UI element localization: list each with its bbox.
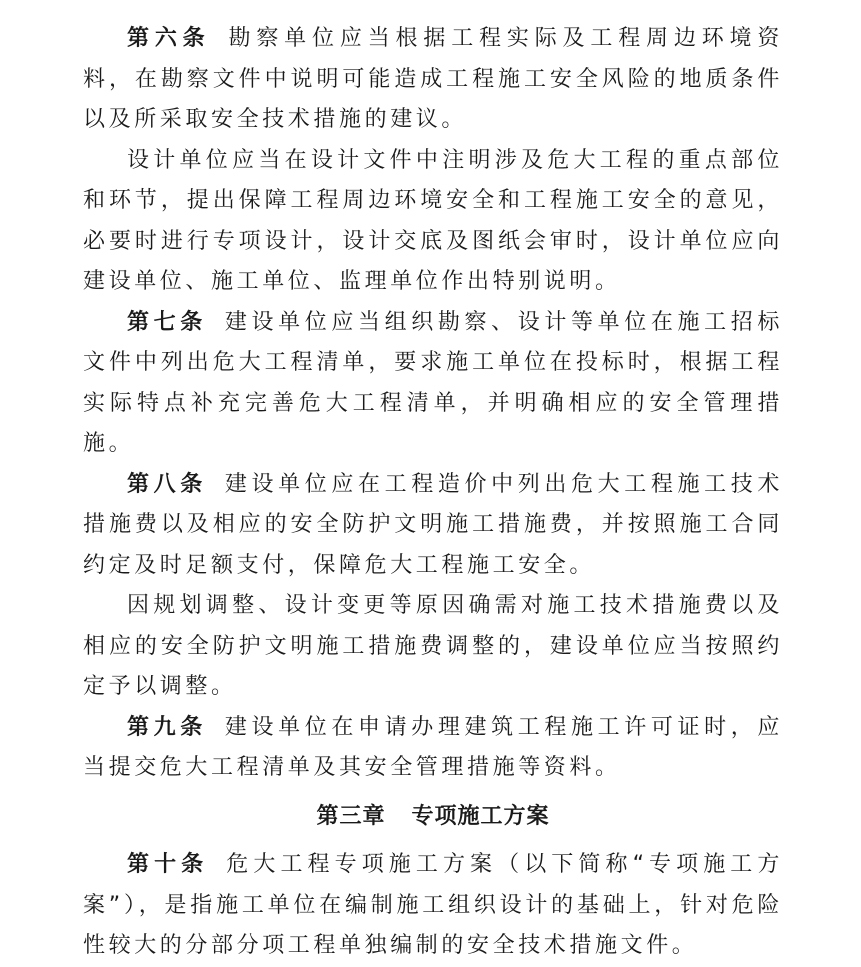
chapter-title: 专项施工方案 xyxy=(411,803,550,829)
article-9-heading: 第九条 xyxy=(127,714,207,740)
article-10-paragraph xyxy=(83,845,783,967)
article-9-text: 建设单位在申请办理建筑工程施工许可证时，应当提交危大工程清单及其安全管理措施等资料。 xyxy=(83,714,783,780)
chapter-heading xyxy=(83,797,783,838)
article-6-heading: 第六条 xyxy=(127,26,211,51)
article-6-text: 勘察单位应当根据工程实际及工程周边环境资料，在勘察文件中说明可能造成工程施工安全风险的地质条件以及所采取安全技术措施的建议。 xyxy=(83,26,783,132)
article-8-heading: 第八条 xyxy=(127,471,207,497)
article-7-text: 建设单位应当组织勘察、设计等单位在施工招标文件中列出危大工程清单，要求施工单位在投标时，根据工程实际特点补充完善危大工程清单，并明确相应的安全管理措施。 xyxy=(83,309,783,456)
article-6-paragraph-2 xyxy=(83,141,783,303)
article-7-paragraph xyxy=(83,303,783,465)
article-8-paragraph xyxy=(83,465,783,587)
article-10-text: 危大工程专项施工方案（以下简称“专项施工方案”），是指施工单位在编制施工组织设计的基础上，针对危险性较大的分部分项工程单独编制的安全技术措施文件。 xyxy=(83,852,783,958)
article-6-text-2: 设计单位应当在设计文件中注明涉及危大工程的重点部位和环节，提出保障工程周边环境安全和工程施工安全的意见，必要时进行专项设计，设计交底及图纸会审时，设计单位应向建设单位、施工单位、监理单位作出特别说明。 xyxy=(83,147,783,294)
article-8-text: 建设单位应在工程造价中列出危大工程施工技术措施费以及相应的安全防护文明施工措施费，并按照施工合同约定及时足额支付，保障危大工程施工安全。 xyxy=(83,471,783,578)
article-6-paragraph xyxy=(83,0,783,141)
document-page xyxy=(83,0,783,967)
chapter-number: 第三章 xyxy=(316,803,386,829)
article-9-paragraph xyxy=(83,708,783,789)
article-8-text-2: 因规划调整、设计变更等原因确需对施工技术措施费以及相应的安全防护文明施工措施费调整的，建设单位应当按照约定予以调整。 xyxy=(83,593,783,699)
article-7-heading: 第七条 xyxy=(127,309,207,335)
article-8-paragraph-2 xyxy=(83,586,783,708)
article-10-heading: 第十条 xyxy=(127,852,209,877)
